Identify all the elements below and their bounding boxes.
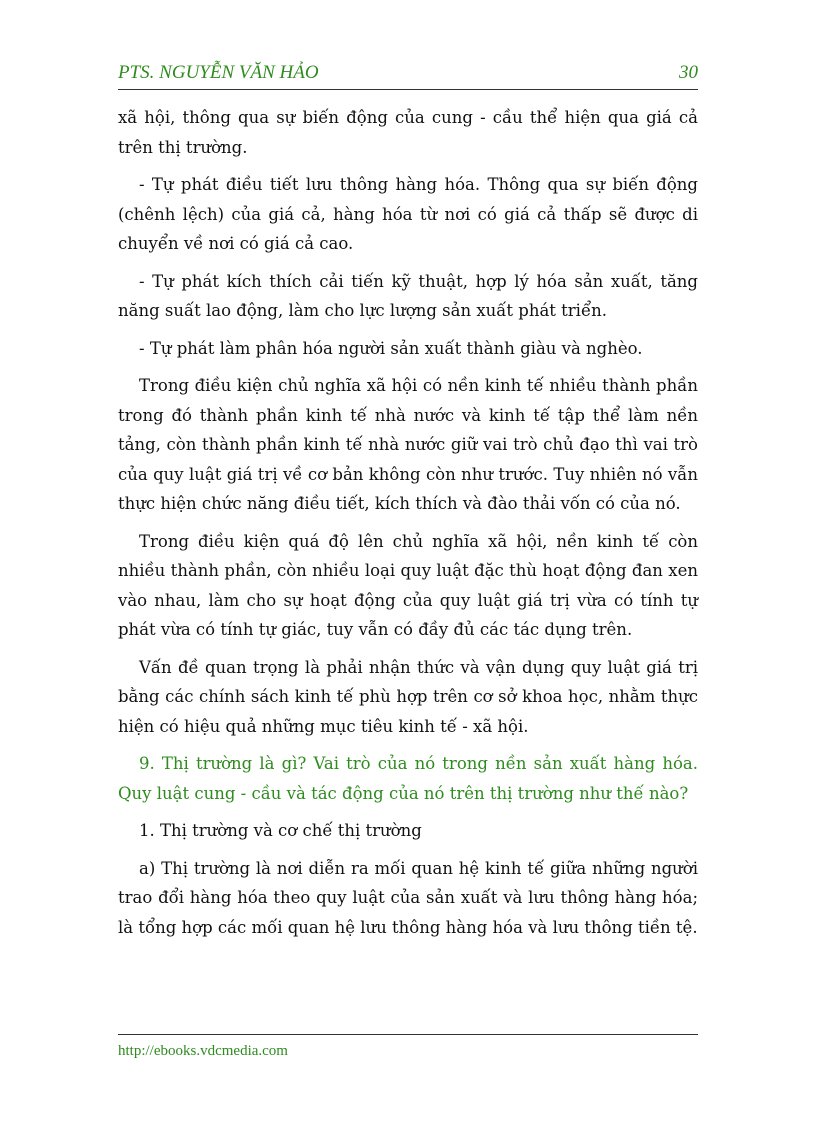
paragraph: Trong điều kiện quá độ lên chủ nghĩa xã hội, nền kinh tế còn nhiều thành phần, còn nhiều loại quy luật đặc thù hoạt động đan xen vào nhau, làm cho sự hoạt động của quy luật giá trị vừa có tính tự phát vừa có tính tự giác, tuy vẫn có đầy đủ các tác dụng trên. <box>118 531 698 639</box>
section-heading: 9. Thị trường là gì? Vai trò của nó trong nền sản xuất hàng hóa. Quy luật cung - cầu và tác động của nó trên thị trường như thế nào? <box>118 754 698 803</box>
page-header <box>118 62 698 86</box>
footer-divider <box>118 1034 698 1035</box>
paragraph: - Tự phát điều tiết lưu thông hàng hóa. Thông qua sự biến động (chênh lệch) của giá cả, hàng hóa từ nơi có giá cả thấp sẽ được di chuyển về nơi có giá cả cao. <box>118 175 698 253</box>
paragraph: Vấn đề quan trọng là phải nhận thức và vận dụng quy luật giá trị bằng các chính sách kinh tế phù hợp trên cơ sở khoa học, nhằm thực hiện có hiệu quả những mục tiêu kinh tế - xã hội. <box>118 657 698 736</box>
paragraph: xã hội, thông qua sự biến động của cung - cầu thể hiện qua giá cả trên thị trường. <box>118 108 698 157</box>
footer-url[interactable]: http://ebooks.vdcmedia.com <box>118 1043 288 1059</box>
author-name: PTS. NGUYỄN VĂN HẢO <box>118 62 319 83</box>
paragraph: - Tự phát làm phân hóa người sản xuất thành giàu và nghèo. <box>139 338 643 358</box>
header-divider <box>118 89 698 90</box>
subsection-title: 1. Thị trường và cơ chế thị trường <box>139 821 422 840</box>
paragraph: a) Thị trường là nơi diễn ra mối quan hệ kinh tế giữa những người trao đổi hàng hóa theo quy luật của sản xuất và lưu thông hàng hóa; là tổng hợp các mối quan hệ lưu thông hàng hóa và lưu thông tiền tệ. <box>118 858 698 937</box>
paragraph: Trong điều kiện chủ nghĩa xã hội có nền kinh tế nhiều thành phần trong đó thành phần kinh tế nhà nước và kinh tế tập thể làm nền tảng, còn thành phần kinh tế nhà nước giữ vai trò chủ đạo thì vai trò của quy luật giá trị về cơ bản không còn như trước. Tuy nhiên nó vẫn thực hiện chức năng điều tiết, kích thích và đào thải vốn có của nó. <box>118 376 698 513</box>
page-number: 30 <box>679 62 698 83</box>
paragraph: - Tự phát kích thích cải tiến kỹ thuật, hợp lý hóa sản xuất, tăng năng suất lao động, làm cho lực lượng sản xuất phát triển. <box>118 271 698 320</box>
page-body <box>118 103 698 950</box>
